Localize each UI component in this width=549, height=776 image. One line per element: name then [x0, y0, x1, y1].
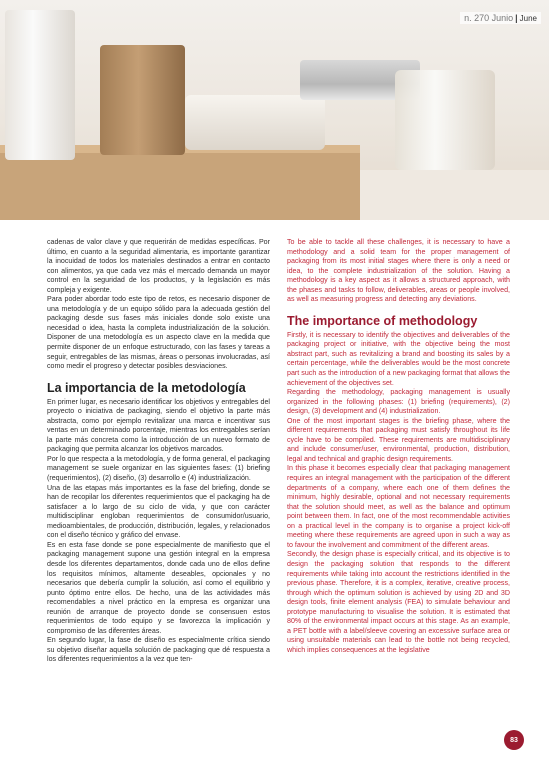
paragraph: One of the most important stages is the briefing phase, where the different requirements that packaging must satisfy throughout its life cycle have to be compiled. These requirements are multidisciplinary and include consumer/user, environmental, production, distribution, legal and technical and graphic design requirements.: [287, 416, 510, 463]
kraft-cup: [100, 45, 185, 155]
paragraph: Una de las etapas más importantes es la fase del briefing, donde se han de recopilar los diferentes requerimientos que el packaging ha de satisfacer a lo largo de su ciclo de vida, y que con carácter multidisciplinar engloban requerimientos de consumidor/usuario, medioambientales, de producción, distribución, legales, y relacionados con el diseño técnico y gráfico del envase.: [47, 483, 270, 540]
section-heading: The importance of methodology: [287, 313, 478, 328]
section-heading: La importancia de la metodología: [47, 380, 246, 395]
paragraph: Por lo que respecta a la metodología, y de forma general, el packaging management se suele organizar en las siguientes fases: (1) briefing (requerimientos), (2) diseño, (3) desarrollo e (4) industrialización.: [47, 454, 270, 483]
english-column: [287, 238, 510, 655]
paragraph: Firstly, it is necessary to identify the objectives and deliverables of the packaging project or initiative, with the objective being the most abstract part, such as revitalizing a brand and boosting its sales by a certain percentage, while the deliverables would be the most concrete part such as the introduction of a new packaging format that allows the achievement of the objectives set.: [287, 330, 510, 387]
table-surface: [360, 170, 549, 220]
paragraph: Secondly, the design phase is especially critical, and its objective is to design the packaging solution that responds to the different requirements while taking into account the restrictions identified in the previous phase. Therefore, it is a complex, iterative, creative process, through which the optimum solution is achieved by using 2D and 3D design tools, finite element analysis (FEA) to simulate behaviour and prototype manufacturing to visualise the solution. It is estimated that 80% of the environmental impact occurs at this stage. As an example, a PET bottle with a label/sleeve covering an excessive surface area or using unsuitable materials can lead to the bottle not being recycled, which implies consequences at the legislative: [287, 550, 510, 654]
paragraph: Para poder abordar todo este tipo de retos, es necesario disponer de una metodología y de un equipo sólido para la adecuada gestión del packaging desde sus fases más iniciales donde solo existe una necesidad o idea, hasta la completa industrialización de la solución. Disponer de una metodología es un aspecto clave en la medida que permite disponer de un enfoque estructurado, con las fases y tareas a seguir, entregables de las mismas, áreas o personas involucradas, así como medir el progreso y detectar posibles desviaciones.: [47, 295, 270, 371]
header-photo: [0, 0, 549, 220]
issue-label: [460, 12, 541, 24]
cardboard-box: [0, 150, 360, 220]
issue-separator: |: [515, 13, 518, 23]
issue-month-en: June: [519, 14, 537, 23]
issue-number: n. 270 Junio: [464, 13, 514, 23]
paragraph: Es en esta fase donde se pone especialmente de manifiesto que el packaging management supone una gestión integral en la empresa desde los diferentes departamentos, donde cada uno de ellos define los requisitos mínimos, altamente deseables, opcionales y no necesarios que debería cumplir la solución, así como el equilibrio y punto óptimo entre ellos. De hecho, una de las actividades más recomendables a nivel práctico en la empresa es organizar una reunión de arranque de proyecto donde se consensuen estos requerimientos de todo equipo y se favorezca la implicación y compromiso de las diferentes áreas.: [47, 540, 270, 635]
paragraph: Regarding the methodology, packaging management is usually organized in the following phases: (1) briefing (requirements), (2) design, (3) development and (4) industrialization.: [287, 388, 510, 416]
paper-cup: [5, 10, 75, 160]
paragraph: En primer lugar, es necesario identificar los objetivos y entregables del proyecto o iniciativa de packaging, siendo el objetivo la parte más abstracta, como por ejemplo revitalizar una marca e incentivar sus ventas en un determinado porcentaje, mientras los entregables serían la parte más concreta como la introducción de un nuevo formato de packaging que permita alcanzar los objetivos marcados.: [47, 397, 270, 454]
spanish-column: [47, 238, 270, 665]
page-number: 83: [504, 730, 524, 750]
paragraph: In this phase it becomes especially clear that packaging management requires an integral management with the participation of the different departments of a company, where each one of them defines the minimum, highly desirable, optional and not necessary requirements that the solution should meet, as well as the balance and optimum point between them. In fact, one of the most recommendable activities on a practical level in the company is to organise a project kick-off meeting where these requirements are agreed upon in such a way as to favour the involvement and commitment of the different areas.: [287, 464, 510, 549]
paragraph: En segundo lugar, la fase de diseño es especialmente crítica siendo su objetivo diseñar aquella solución de packaging que dé respuesta a los diferentes requerimientos a la vez que ten-: [47, 636, 270, 664]
clear-cup: [395, 70, 495, 170]
paragraph: cadenas de valor clave y que requerirán de medidas específicas. Por último, en cuanto a la seguridad alimentaria, es importante garantizar la inocuidad de todos los materiales destinados a entrar en contacto con alimentos, ya que cada vez más el mercado demanda un mayor control en la seguridad de los productos, y la legislación es más compleja y exigente.: [47, 238, 270, 294]
paragraph: To be able to tackle all these challenges, it is necessary to have a methodology and a solid team for the proper management of packaging from its most initial stages where there is only a need or idea, to the complete industrialization of the solution. Having a methodology is a key aspect as it allows a structured approach, with the phases and tasks to follow, deliverables, areas or people involved, as well as measuring progress and detecting any deviations.: [287, 238, 510, 304]
paper-tray: [185, 95, 325, 150]
